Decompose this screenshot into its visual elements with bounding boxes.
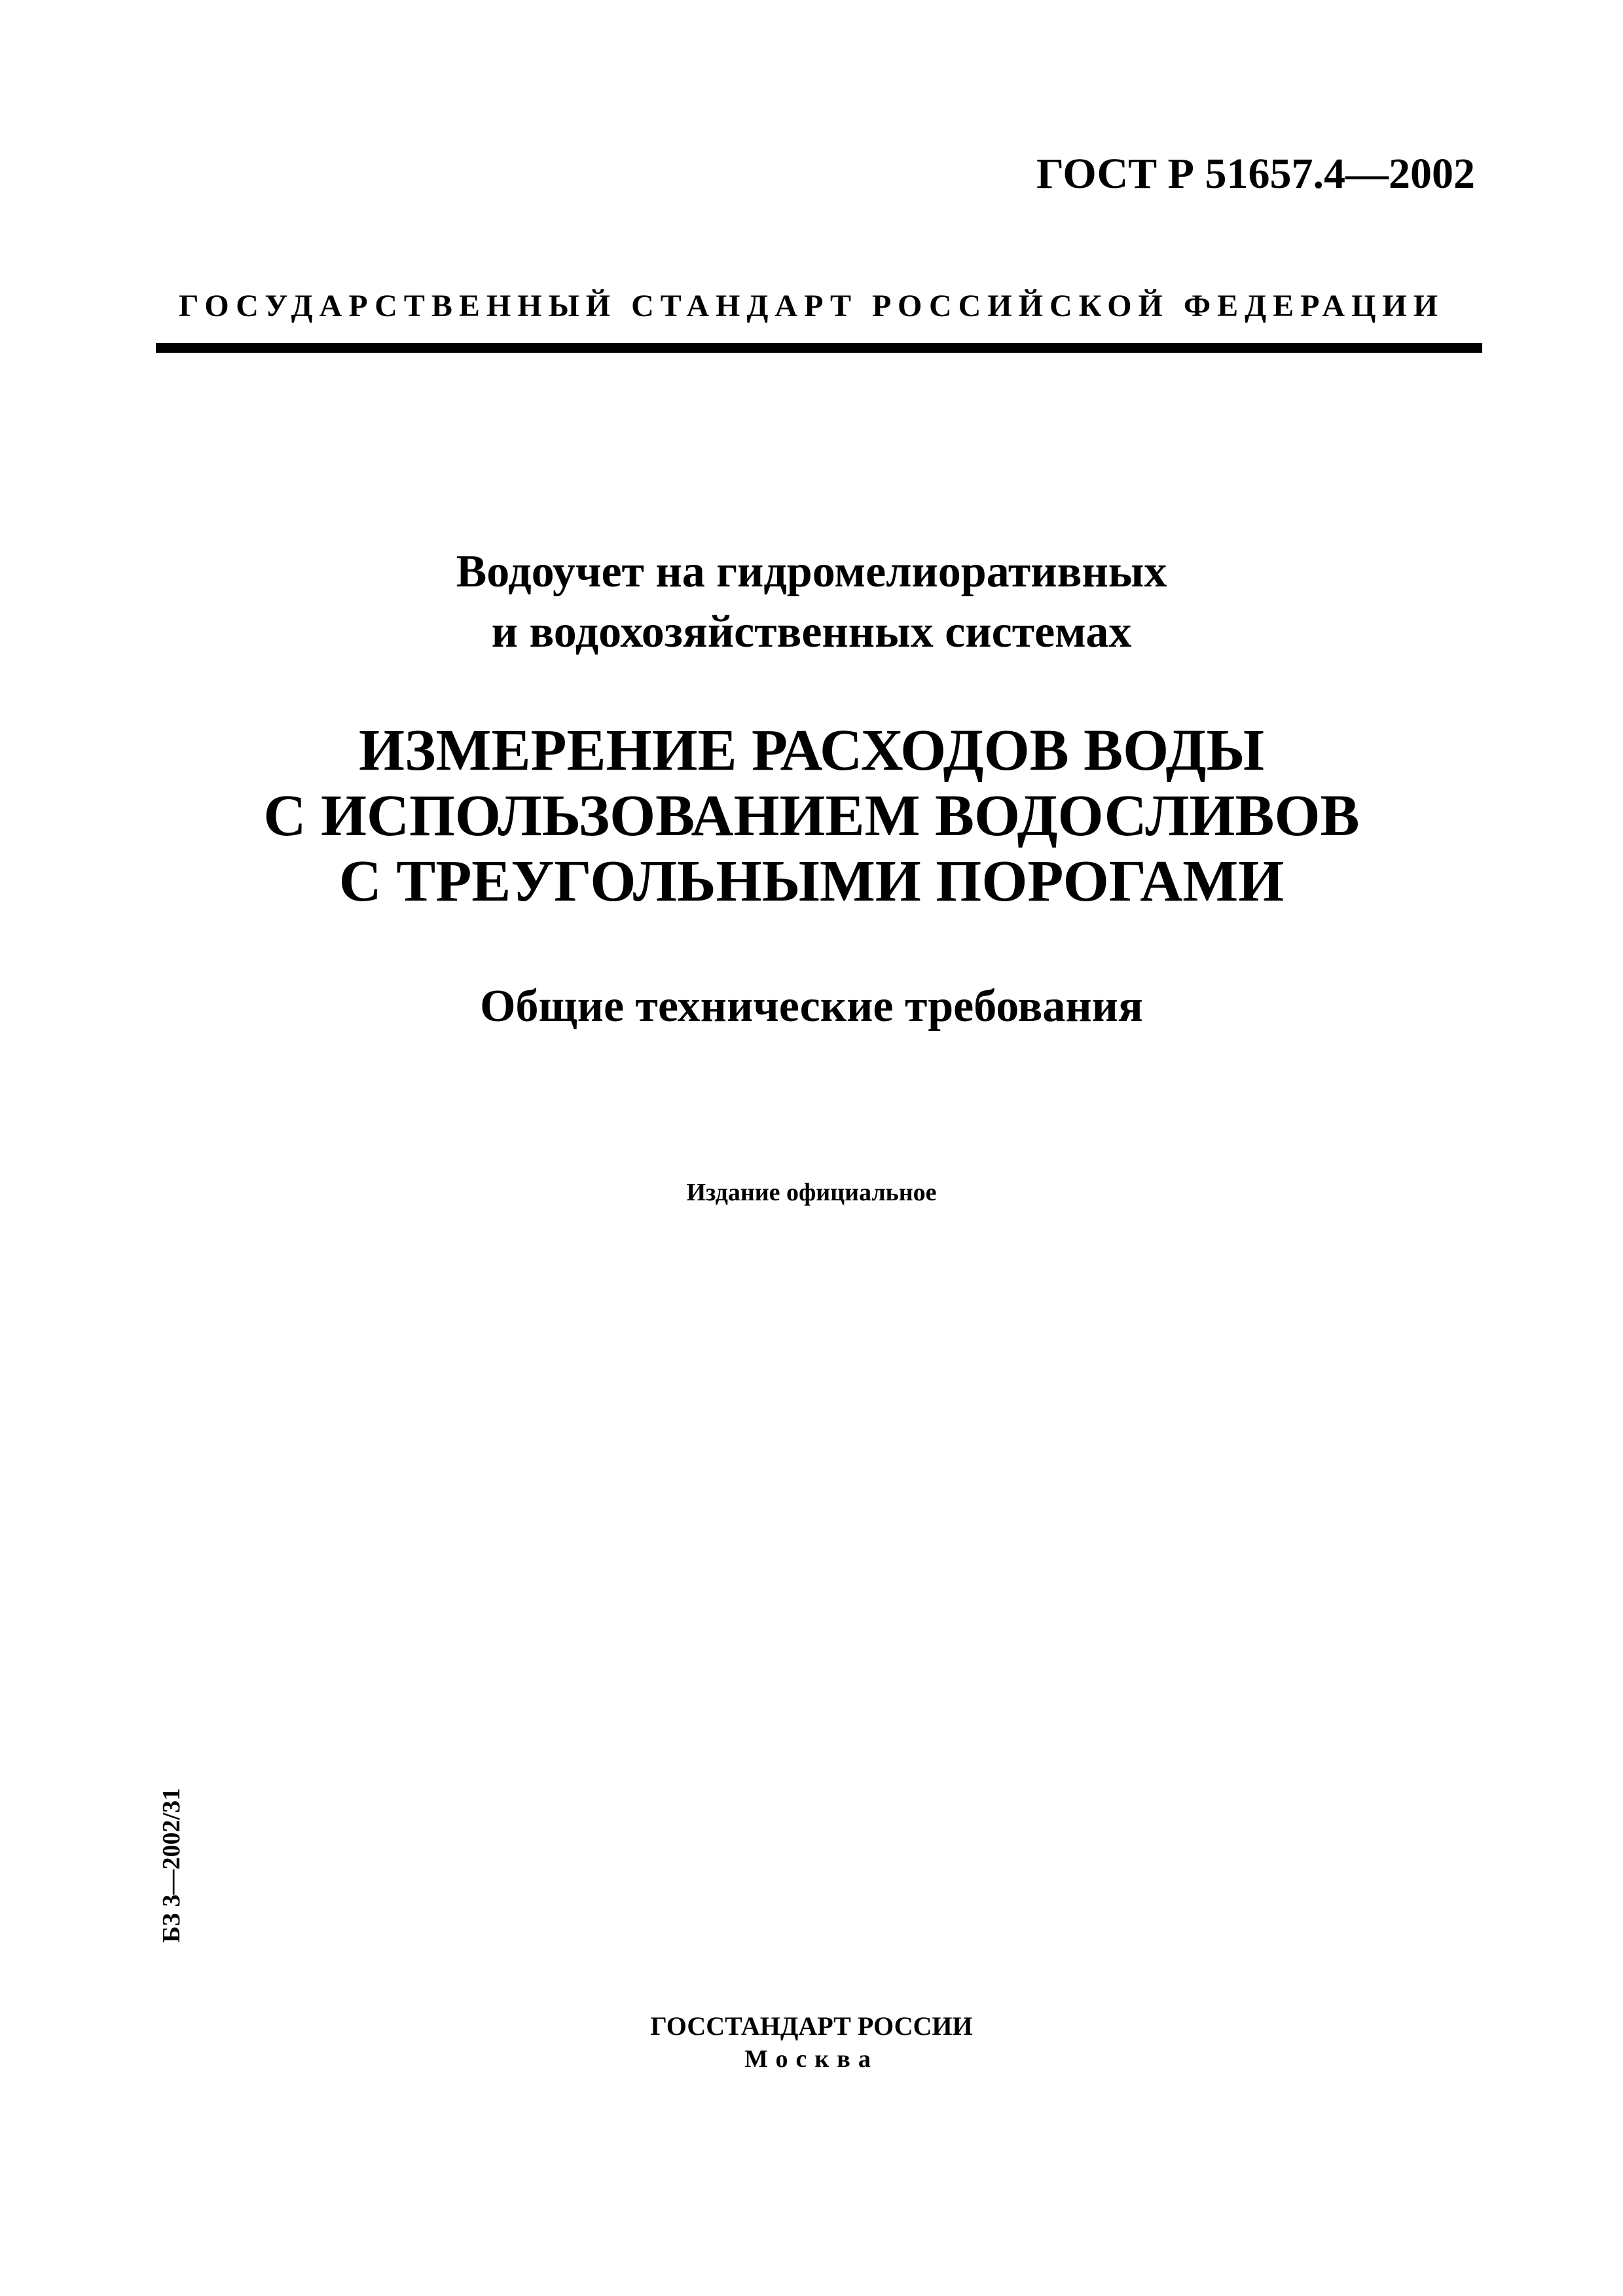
main-title <box>0 718 1623 914</box>
main-title-line: С ИСПОЛЬЗОВАНИЕМ ВОДОСЛИВОВ <box>263 783 1360 848</box>
edition-label: Издание официальное <box>686 1179 937 1206</box>
group-title-line: Водоучет на гидромелиоративных <box>456 547 1167 597</box>
state-standard-header: ГОСУДАРСТВЕННЫЙ СТАНДАРТ РОССИЙСКОЙ ФЕДЕРАЦИИ <box>178 289 1445 323</box>
header-rule <box>156 343 1482 353</box>
main-title-line: ИЗМЕРЕНИЕ РАСХОДОВ ВОДЫ <box>359 718 1264 783</box>
publisher-name: ГОССТАНДАРТ РОССИИ <box>650 2011 973 2041</box>
standard-number: ГОСТ Р 51657.4—2002 <box>1036 150 1475 198</box>
group-title-line: и водохозяйственных системах <box>491 607 1132 657</box>
group-title <box>0 542 1623 662</box>
side-catalog-code: БЗ 3—2002/31 <box>158 1787 185 1943</box>
subtitle: Общие технические требования <box>480 981 1143 1031</box>
publisher-city: Москва <box>744 2045 879 2073</box>
main-title-line: С ТРЕУГОЛЬНЫМИ ПОРОГАМИ <box>338 849 1285 914</box>
